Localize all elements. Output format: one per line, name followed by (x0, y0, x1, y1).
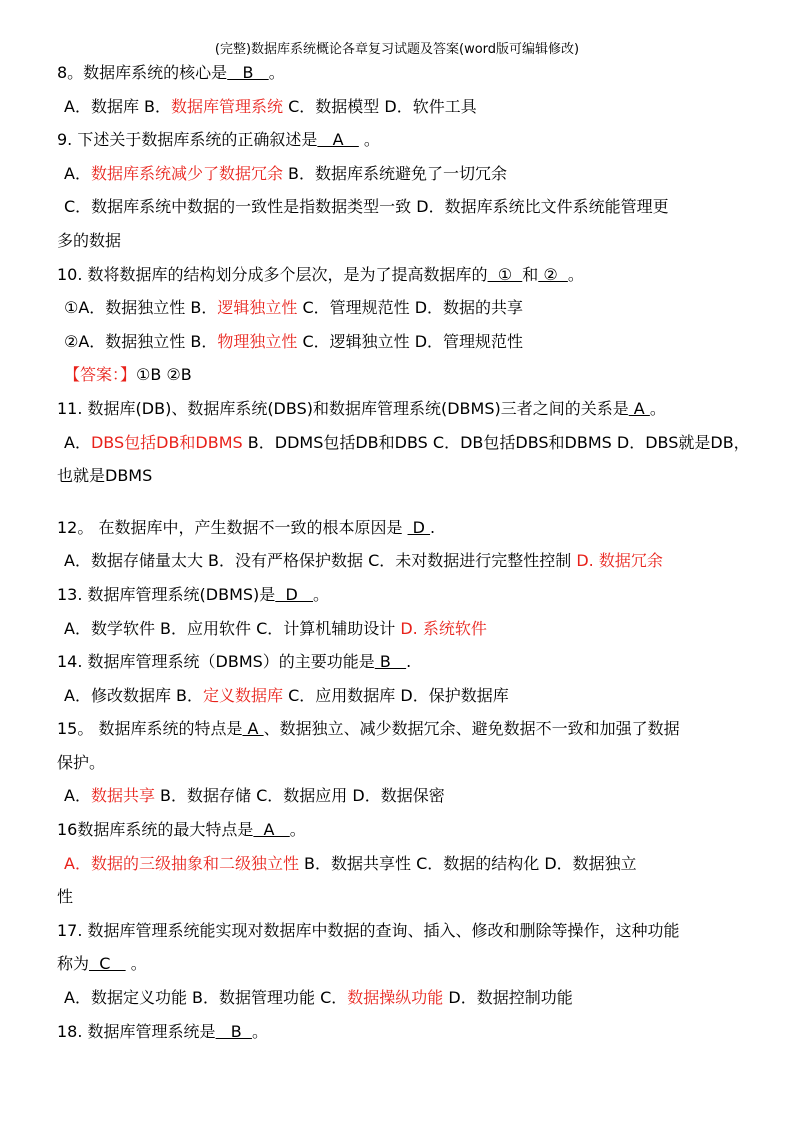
correct-answer: DBS包括DB和DBMS (90, 432, 243, 452)
question-16-options-wrap: 性 (57, 887, 74, 907)
question-15-options (57, 779, 747, 813)
answer-blank: C (89, 954, 126, 974)
question-text: 。 (289, 820, 306, 840)
question-10 (57, 258, 747, 292)
answer-blank: D (275, 584, 314, 604)
option-text: B．数据存储 C．数据应用 D．数据保密 (154, 786, 445, 806)
question-10-options-2 (57, 325, 747, 359)
answer-label: 【答案：】 (64, 365, 137, 385)
option-text: C．应用数据库 D．保护数据库 (283, 685, 509, 705)
option-text: A．数据存储量太大 B．没有严格保护数据 C．未对数据进行完整性控制 (64, 551, 577, 571)
option-text: B．数据共享性 C．数据的结构化 D．数据独立 (298, 853, 637, 873)
option-text: C．管理规范性 D．数据的共享 (297, 298, 524, 318)
question-text: 9. 下述关于数据库系统的正确叙述是 (57, 130, 318, 150)
correct-answer: A．数据的三级抽象和二级独立性 (64, 853, 299, 873)
option-text: A． (64, 432, 91, 452)
correct-answer: 数据共享 (90, 786, 155, 806)
option-text: C．逻辑独立性 D．管理规范性 (297, 331, 524, 351)
answer-blank: A (253, 820, 290, 840)
question-8 (57, 56, 747, 90)
option-text: B．数据库系统避免了一切冗余 (282, 163, 508, 183)
document-body (57, 56, 750, 1048)
question-text: 8。数据库系统的核心是 (57, 63, 228, 82)
correct-answer: 物理独立性 (217, 331, 298, 351)
answer-text: ①B ②B (136, 365, 192, 385)
question-9-options-wrap: 多的数据 (57, 230, 122, 250)
question-text: 13. 数据库管理系统(DBMS)是 (57, 584, 276, 604)
option-text: A．修改数据库 B． (64, 685, 204, 705)
question-text: 18. 数据库管理系统是 (57, 1021, 216, 1041)
question-text: 15。 数据库系统的特点是 (57, 719, 243, 739)
question-text: 。 (268, 63, 285, 82)
question-14-options (57, 679, 747, 713)
option-text: ①A．数据独立性 B． (64, 298, 218, 318)
question-16 (57, 813, 747, 847)
question-14 (57, 645, 747, 679)
answer-blank: A (242, 719, 264, 739)
option-text: A．数学软件 B．应用软件 C．计算机辅助设计 (64, 618, 401, 638)
question-15 (57, 712, 747, 746)
question-text: 10. 数将数据库的结构划分成多个层次，是为了提高数据库的 (57, 264, 488, 284)
question-9-options (57, 157, 747, 191)
answer-blank: ② (538, 264, 568, 284)
question-text: . (406, 652, 412, 672)
correct-answer: 定义数据库 (203, 685, 284, 705)
question-17: 17. 数据库管理系统能实现对数据库中数据的查询、插入、修改和删除等操作，这种功能 (57, 920, 680, 940)
question-text: 。 (251, 1021, 268, 1041)
correct-answer: D. 数据冗余 (576, 551, 663, 571)
question-9 (57, 123, 747, 157)
answer-blank: B (215, 1021, 252, 1041)
question-text: 。 (313, 584, 330, 604)
question-13 (57, 578, 747, 612)
answer-blank: A (628, 398, 650, 418)
question-text: 16数据库系统的最大特点是 (57, 820, 254, 840)
answer-blank: B (227, 63, 269, 82)
correct-answer: D. 系统软件 (400, 618, 487, 638)
option-text: B．DDMS包括DB和DBS C．DB包括DBS和DBMS D．DBS就是DB， (242, 432, 750, 452)
question-11-options (57, 426, 750, 460)
option-text: C．数据模型 D．软件工具 (283, 96, 477, 116)
question-text: 。 (567, 264, 584, 284)
question-text: 11. 数据库(DB)、数据库系统(DBS)和数据库管理系统(DBMS)三者之间的关系是 (57, 398, 629, 418)
option-text: A． (64, 786, 91, 806)
question-12-options (57, 544, 747, 578)
correct-answer: 数据库系统减少了数据冗余 (90, 163, 283, 183)
question-9-options-continued: C．数据库系统中数据的一致性是指数据类型一致 D．数据库系统比文件系统能管理更 (64, 197, 669, 217)
question-13-options (57, 612, 747, 646)
option-text: A． (64, 163, 91, 183)
question-text: 14. 数据库管理系统（DBMS）的主要功能是 (57, 652, 375, 672)
question-10-options-1 (57, 291, 747, 325)
question-text: 和 (522, 264, 539, 284)
option-text: D．数据控制功能 (443, 988, 573, 1008)
correct-answer: 逻辑独立性 (217, 298, 298, 318)
question-text: 。 (358, 130, 380, 150)
question-text: 12。 在数据库中，产生数据不一致的根本原因是 (57, 517, 408, 537)
question-17-wrap (57, 947, 747, 981)
question-text: 。 (125, 954, 147, 974)
correct-answer: 数据操纵功能 (347, 988, 444, 1008)
question-10-answer (57, 358, 747, 392)
question-18 (57, 1015, 747, 1049)
question-text: 称为 (57, 954, 90, 974)
question-11 (57, 392, 747, 426)
question-text: 。 (649, 398, 666, 418)
question-8-options (57, 90, 747, 124)
question-text: . (430, 517, 436, 537)
page-header: (完整)数据库系统概论各章复习试题及答案(word版可编辑修改) (214, 42, 580, 57)
question-11-options-wrap: 也就是DBMS (57, 466, 153, 486)
answer-blank: A (317, 130, 359, 150)
question-16-options (57, 847, 747, 881)
answer-blank: B (374, 652, 407, 672)
answer-blank: ① (487, 264, 523, 284)
question-17-options (57, 981, 747, 1015)
question-12 (57, 511, 747, 545)
option-text: ②A．数据独立性 B． (64, 331, 218, 351)
answer-blank: D (407, 517, 431, 537)
correct-answer: 数据库管理系统 (171, 96, 284, 116)
question-text: 、数据独立、减少数据冗余、避免数据不一致和加强了数据 (263, 719, 680, 739)
question-15-wrap: 保护。 (57, 752, 106, 772)
option-text: A．数据定义功能 B．数据管理功能 C． (64, 988, 348, 1008)
spacer (57, 493, 747, 511)
option-text: A．数据库 B． (64, 96, 172, 116)
